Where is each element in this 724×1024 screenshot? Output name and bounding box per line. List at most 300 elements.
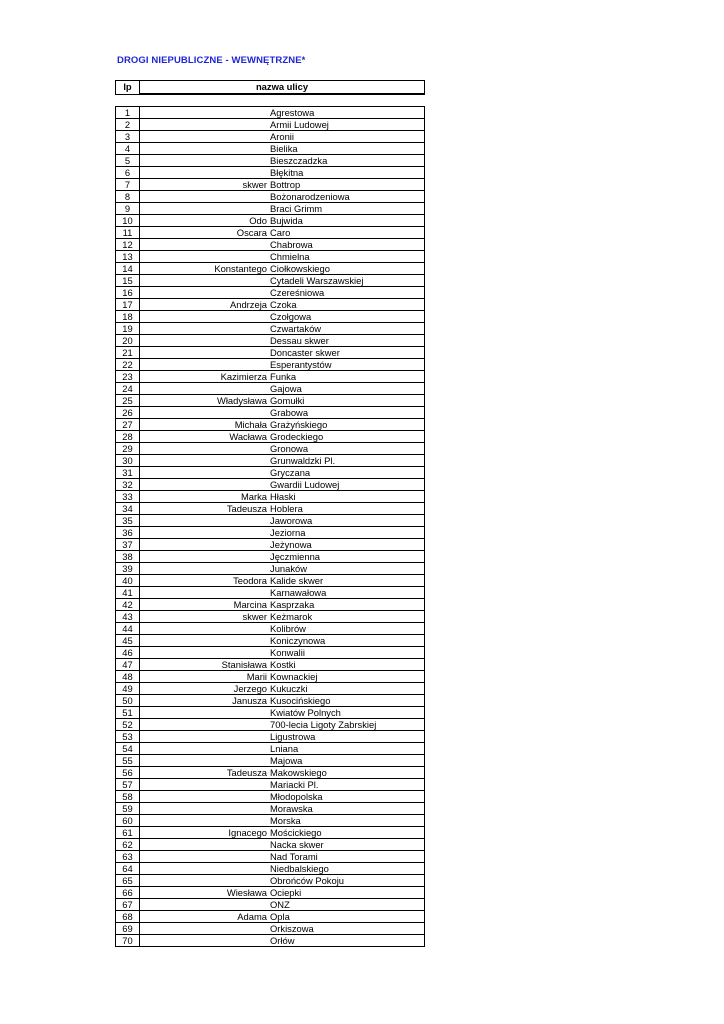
row-number: 69 <box>116 923 140 935</box>
first-name <box>140 311 270 322</box>
street-cell <box>140 395 425 407</box>
first-name <box>140 743 270 754</box>
street-cell <box>140 791 425 803</box>
row-number: 25 <box>116 395 140 407</box>
row-number: 28 <box>116 431 140 443</box>
street-name: Młodopolska <box>270 791 323 802</box>
street-name: Grabowa <box>270 407 309 418</box>
table-row <box>116 143 425 155</box>
first-name <box>140 707 270 718</box>
street-name: Grodeckiego <box>270 431 324 442</box>
row-number: 58 <box>116 791 140 803</box>
row-number: 33 <box>116 491 140 503</box>
street-cell <box>140 527 425 539</box>
row-number: 36 <box>116 527 140 539</box>
street-name: Jaworowa <box>270 515 313 526</box>
row-number: 15 <box>116 275 140 287</box>
row-number: 46 <box>116 647 140 659</box>
street-cell <box>140 335 425 347</box>
row-number: 13 <box>116 251 140 263</box>
street-name: Grunwaldzki Pl. <box>270 455 336 466</box>
street-cell <box>140 551 425 563</box>
street-cell <box>140 287 425 299</box>
street-name: Morawska <box>270 803 313 814</box>
street-name: Majowa <box>270 755 303 766</box>
table-row <box>116 119 425 131</box>
table-row <box>116 575 425 587</box>
first-name <box>140 323 270 334</box>
first-name <box>140 143 270 154</box>
row-number: 26 <box>116 407 140 419</box>
first-name: Marcina <box>233 599 267 610</box>
street-name: Hłaski <box>270 491 296 502</box>
table-row <box>116 527 425 539</box>
row-number: 70 <box>116 935 140 947</box>
table-row <box>116 623 425 635</box>
first-name <box>140 275 270 286</box>
first-name: skwer <box>242 611 267 622</box>
table-row <box>116 635 425 647</box>
row-number: 68 <box>116 911 140 923</box>
row-number: 56 <box>116 767 140 779</box>
row-number: 66 <box>116 887 140 899</box>
street-cell <box>140 767 425 779</box>
row-number: 67 <box>116 899 140 911</box>
first-name <box>140 803 270 814</box>
table-row <box>116 467 425 479</box>
first-name: Stanisława <box>221 659 267 670</box>
street-cell <box>140 587 425 599</box>
table-row <box>116 767 425 779</box>
street-cell <box>140 623 425 635</box>
street-name: Grażyńskiego <box>270 419 328 430</box>
row-number: 16 <box>116 287 140 299</box>
table-row <box>116 323 425 335</box>
row-number: 43 <box>116 611 140 623</box>
street-cell <box>140 935 425 947</box>
first-name <box>140 251 270 262</box>
street-cell <box>140 383 425 395</box>
table-row <box>116 743 425 755</box>
street-name: Cytadeli Warszawskiej <box>270 275 364 286</box>
street-name: Jeziorna <box>270 527 306 538</box>
first-name: Adama <box>237 911 267 922</box>
street-name: Bujwida <box>270 215 303 226</box>
street-name: Kusocińskiego <box>270 695 331 706</box>
row-number: 37 <box>116 539 140 551</box>
street-name: Ciołkowskiego <box>270 263 330 274</box>
street-name: Chabrowa <box>270 239 313 250</box>
street-cell <box>140 203 425 215</box>
row-number: 63 <box>116 851 140 863</box>
first-name <box>140 863 270 874</box>
table-row <box>116 107 425 119</box>
first-name <box>140 359 270 370</box>
first-name <box>140 191 270 202</box>
street-cell <box>140 503 425 515</box>
street-name: Konwalii <box>270 647 305 658</box>
table-row <box>116 131 425 143</box>
first-name <box>140 815 270 826</box>
row-number: 22 <box>116 359 140 371</box>
row-number: 60 <box>116 815 140 827</box>
first-name <box>140 335 270 346</box>
street-name: ONZ <box>270 899 290 910</box>
street-name: Orkiszowa <box>270 923 314 934</box>
row-number: 32 <box>116 479 140 491</box>
street-cell <box>140 275 425 287</box>
table-row <box>116 359 425 371</box>
street-name: Bottrop <box>270 179 301 190</box>
row-number: 24 <box>116 383 140 395</box>
street-name: Niedbalskiego <box>270 863 329 874</box>
street-cell <box>140 611 425 623</box>
row-number: 6 <box>116 167 140 179</box>
row-number: 38 <box>116 551 140 563</box>
table-row <box>116 935 425 947</box>
row-number: 57 <box>116 779 140 791</box>
first-name: Władysława <box>216 395 267 406</box>
table-row <box>116 407 425 419</box>
row-number: 35 <box>116 515 140 527</box>
row-number: 52 <box>116 719 140 731</box>
row-number: 42 <box>116 599 140 611</box>
street-cell <box>140 371 425 383</box>
street-cell <box>140 455 425 467</box>
first-name <box>140 935 270 946</box>
row-number: 29 <box>116 443 140 455</box>
table-row <box>116 803 425 815</box>
table-row <box>116 563 425 575</box>
table-row <box>116 251 425 263</box>
street-cell <box>140 431 425 443</box>
street-name: Czwartaków <box>270 323 322 334</box>
table-row <box>116 899 425 911</box>
street-name: Kwiatów Polnych <box>270 707 341 718</box>
street-cell <box>140 851 425 863</box>
street-cell <box>140 479 425 491</box>
first-name <box>140 155 270 166</box>
street-name: Orłów <box>270 935 295 946</box>
first-name <box>140 587 270 598</box>
table-row <box>116 335 425 347</box>
table-row <box>116 275 425 287</box>
street-name: Jęczmienna <box>270 551 321 562</box>
street-name: Koniczynowa <box>270 635 326 646</box>
street-name: Nad Torami <box>270 851 318 862</box>
table-row <box>116 191 425 203</box>
street-name: Nacka skwer <box>270 839 324 850</box>
street-name: 700-lecia Ligoty Zabrskiej <box>270 719 377 730</box>
street-cell <box>140 323 425 335</box>
street-name: Kostki <box>270 659 296 670</box>
row-number: 2 <box>116 119 140 131</box>
street-name: Kolibrów <box>270 623 306 634</box>
street-cell <box>140 899 425 911</box>
street-name: Opla <box>270 911 290 922</box>
row-number: 12 <box>116 239 140 251</box>
street-cell <box>140 539 425 551</box>
table-row <box>116 371 425 383</box>
row-number: 14 <box>116 263 140 275</box>
table-row <box>116 815 425 827</box>
street-cell <box>140 875 425 887</box>
street-name: Ligustrowa <box>270 731 316 742</box>
street-cell <box>140 359 425 371</box>
street-cell <box>140 119 425 131</box>
row-number: 49 <box>116 683 140 695</box>
street-cell <box>140 827 425 839</box>
street-name: Junaków <box>270 563 308 574</box>
street-name: Ociepki <box>270 887 302 898</box>
header-street-name: nazwa ulicy <box>140 81 425 95</box>
street-cell <box>140 419 425 431</box>
street-cell <box>140 227 425 239</box>
first-name <box>140 467 270 478</box>
street-cell <box>140 563 425 575</box>
table-row <box>116 695 425 707</box>
row-number: 10 <box>116 215 140 227</box>
row-number: 41 <box>116 587 140 599</box>
street-cell <box>140 887 425 899</box>
first-name <box>140 539 270 550</box>
row-number: 64 <box>116 863 140 875</box>
street-name: Keżmarok <box>270 611 313 622</box>
first-name <box>140 875 270 886</box>
first-name: Ignacego <box>228 827 267 838</box>
row-number: 51 <box>116 707 140 719</box>
first-name <box>140 119 270 130</box>
table-row <box>116 479 425 491</box>
street-name: Funka <box>270 371 297 382</box>
street-name: Gomułki <box>270 395 305 406</box>
table-row <box>116 731 425 743</box>
street-cell <box>140 143 425 155</box>
first-name <box>140 755 270 766</box>
row-number: 45 <box>116 635 140 647</box>
street-name: Czereśniowa <box>270 287 325 298</box>
table-row <box>116 179 425 191</box>
street-cell <box>140 347 425 359</box>
row-number: 27 <box>116 419 140 431</box>
row-number: 39 <box>116 563 140 575</box>
table-row <box>116 395 425 407</box>
street-cell <box>140 215 425 227</box>
first-name <box>140 851 270 862</box>
first-name: Janusza <box>232 695 267 706</box>
first-name: Odo <box>249 215 267 226</box>
street-cell <box>140 299 425 311</box>
table-row <box>116 215 425 227</box>
row-number: 11 <box>116 227 140 239</box>
table-row <box>116 311 425 323</box>
row-number: 65 <box>116 875 140 887</box>
row-number: 44 <box>116 623 140 635</box>
street-cell <box>140 575 425 587</box>
first-name: Michała <box>234 419 267 430</box>
street-cell <box>140 695 425 707</box>
first-name <box>140 551 270 562</box>
street-cell <box>140 659 425 671</box>
street-cell <box>140 743 425 755</box>
row-number: 59 <box>116 803 140 815</box>
table-row <box>116 299 425 311</box>
first-name <box>140 719 270 730</box>
street-name: Agrestowa <box>270 107 315 118</box>
first-name <box>140 479 270 490</box>
row-number: 20 <box>116 335 140 347</box>
first-name <box>140 455 270 466</box>
table-row <box>116 707 425 719</box>
street-cell <box>140 731 425 743</box>
row-number: 53 <box>116 731 140 743</box>
street-name: Morska <box>270 815 301 826</box>
first-name <box>140 239 270 250</box>
street-cell <box>140 191 425 203</box>
street-cell <box>140 647 425 659</box>
table-row <box>116 383 425 395</box>
street-cell <box>140 131 425 143</box>
table-row <box>116 551 425 563</box>
first-name <box>140 347 270 358</box>
row-number: 17 <box>116 299 140 311</box>
street-cell <box>140 755 425 767</box>
street-cell <box>140 179 425 191</box>
street-cell <box>140 707 425 719</box>
table-row <box>116 683 425 695</box>
first-name <box>140 167 270 178</box>
street-name: Dessau skwer <box>270 335 329 346</box>
street-cell <box>140 491 425 503</box>
street-cell <box>140 923 425 935</box>
street-cell <box>140 863 425 875</box>
table-row <box>116 887 425 899</box>
first-name: Tadeusza <box>226 767 267 778</box>
first-name <box>140 635 270 646</box>
table-row <box>116 791 425 803</box>
first-name <box>140 791 270 802</box>
table-row <box>116 839 425 851</box>
street-name: Chmielna <box>270 251 310 262</box>
table-row <box>116 611 425 623</box>
row-number: 1 <box>116 107 140 119</box>
street-cell <box>140 467 425 479</box>
first-name <box>140 899 270 910</box>
table-row <box>116 875 425 887</box>
table-row <box>116 239 425 251</box>
first-name <box>140 287 270 298</box>
street-name: Aronii <box>270 131 294 142</box>
first-name <box>140 731 270 742</box>
street-cell <box>140 239 425 251</box>
table-row <box>116 431 425 443</box>
first-name <box>140 647 270 658</box>
table-row <box>116 263 425 275</box>
first-name <box>140 203 270 214</box>
street-name: Esperantystów <box>270 359 332 370</box>
street-cell <box>140 167 425 179</box>
table-row <box>116 539 425 551</box>
row-number: 21 <box>116 347 140 359</box>
street-cell <box>140 599 425 611</box>
street-name: Gajowa <box>270 383 302 394</box>
row-number: 34 <box>116 503 140 515</box>
row-number: 55 <box>116 755 140 767</box>
street-name: Obrońców Pokoju <box>270 875 344 886</box>
table-row <box>116 515 425 527</box>
first-name: Konstantego <box>214 263 267 274</box>
street-cell <box>140 719 425 731</box>
row-number: 50 <box>116 695 140 707</box>
row-number: 8 <box>116 191 140 203</box>
table-row <box>116 827 425 839</box>
first-name <box>140 923 270 934</box>
street-name: Bożonarodzeniowa <box>270 191 350 202</box>
street-name: Błękitna <box>270 167 304 178</box>
street-name: Mościckiego <box>270 827 322 838</box>
street-cell <box>140 155 425 167</box>
street-cell <box>140 263 425 275</box>
header-lp: lp <box>116 81 140 95</box>
street-name: Bielika <box>270 143 298 154</box>
header-row <box>116 81 425 95</box>
table-row <box>116 671 425 683</box>
street-name: Czołgowa <box>270 311 312 322</box>
table-row <box>116 167 425 179</box>
first-name <box>140 779 270 790</box>
street-cell <box>140 815 425 827</box>
first-name: Marii <box>246 671 267 682</box>
street-name: Gwardii Ludowej <box>270 479 340 490</box>
table-row <box>116 587 425 599</box>
street-name: Doncaster skwer <box>270 347 340 358</box>
street-name: Hoblera <box>270 503 303 514</box>
first-name: Teodora <box>233 575 267 586</box>
street-cell <box>140 911 425 923</box>
first-name <box>140 407 270 418</box>
street-name: Kownackiej <box>270 671 318 682</box>
row-number: 31 <box>116 467 140 479</box>
street-name: Karnawałowa <box>270 587 327 598</box>
street-cell <box>140 635 425 647</box>
document-title: DROGI NIEPUBLICZNE - WEWNĘTRZNE* <box>117 55 306 66</box>
table-row <box>116 503 425 515</box>
street-name: Kalide skwer <box>270 575 324 586</box>
row-number: 7 <box>116 179 140 191</box>
table-row <box>116 863 425 875</box>
table-row <box>116 443 425 455</box>
street-name: Gryczana <box>270 467 311 478</box>
table-row <box>116 851 425 863</box>
row-number: 19 <box>116 323 140 335</box>
street-name: Jeżynowa <box>270 539 312 550</box>
table-row <box>116 779 425 791</box>
first-name <box>140 563 270 574</box>
street-name: Caro <box>270 227 291 238</box>
first-name: Tadeusza <box>226 503 267 514</box>
street-cell <box>140 515 425 527</box>
table-row <box>116 719 425 731</box>
first-name <box>140 107 270 118</box>
street-name: Lniana <box>270 743 299 754</box>
first-name: Kazimierza <box>220 371 267 382</box>
row-number: 47 <box>116 659 140 671</box>
first-name <box>140 623 270 634</box>
street-cell <box>140 107 425 119</box>
row-number: 54 <box>116 743 140 755</box>
street-cell <box>140 803 425 815</box>
first-name <box>140 515 270 526</box>
